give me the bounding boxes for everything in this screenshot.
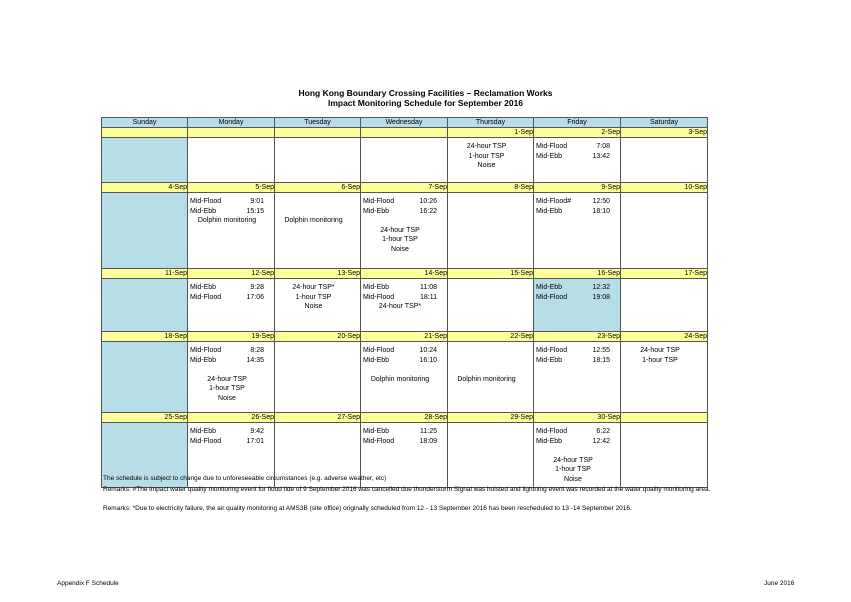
day-cell	[275, 342, 361, 413]
day-cell	[534, 423, 621, 488]
day-cell	[621, 423, 708, 488]
day-cell	[188, 342, 275, 413]
day-cell	[448, 138, 534, 183]
monitoring-item: 1-hour TSP	[382, 236, 418, 244]
weekday-header: Sunday	[102, 118, 188, 128]
monitoring-item: 1-hour TSP	[642, 356, 678, 364]
date-cell: 9-Sep	[534, 183, 621, 193]
date-cell: 27-Sep	[275, 413, 361, 423]
tide-time: 16:10	[419, 356, 437, 364]
tide-time: 12:42	[592, 437, 610, 445]
weekday-header: Tuesday	[275, 118, 361, 128]
tide-label: Mid-Flood	[536, 347, 568, 354]
date-cell: 3-Sep	[621, 128, 708, 138]
tide-time: 12:55	[592, 347, 610, 354]
monitoring-item: Noise	[218, 394, 236, 402]
tide-label: Mid-Ebb	[536, 152, 563, 160]
tide-item	[536, 293, 610, 303]
date-cell	[361, 128, 448, 138]
date-cell: 19-Sep	[188, 332, 275, 342]
tide-label: Mid-Flood	[190, 347, 222, 354]
date-cell: 26-Sep	[188, 413, 275, 423]
tide-label: Mid-Flood#	[536, 198, 572, 205]
monitoring-item: 1-hour TSP	[209, 385, 245, 393]
spacer	[277, 207, 350, 217]
day-cell	[275, 193, 361, 269]
tide-item	[363, 293, 437, 303]
weekday-header-row	[102, 118, 708, 128]
tide-item	[536, 142, 610, 152]
date-row	[102, 128, 708, 138]
date-cell: 10-Sep	[621, 183, 708, 193]
day-cell	[534, 342, 621, 413]
date-cell: 20-Sep	[275, 332, 361, 342]
tide-label: Mid-Flood	[363, 198, 395, 205]
spacer	[450, 356, 523, 366]
tide-time: 12:50	[592, 198, 610, 205]
tide-item	[363, 427, 437, 437]
tide-label: Mid-Flood	[363, 293, 395, 301]
tide-time: 18:10	[592, 207, 610, 215]
tide-label: Mid-Flood	[190, 293, 222, 301]
day-cell	[102, 279, 188, 332]
day-cell	[102, 193, 188, 269]
tide-time: 19:08	[592, 293, 610, 301]
day-cell	[275, 138, 361, 183]
tide-label: Mid-Ebb	[190, 207, 217, 215]
date-cell: 15-Sep	[448, 269, 534, 279]
day-cell	[448, 279, 534, 332]
document-title: Hong Kong Boundary Crossing Facilities – Reclamation Works	[298, 88, 553, 98]
tide-time: 18:15	[592, 356, 610, 364]
tide-time: 7:08	[596, 143, 610, 150]
day-cell	[361, 342, 448, 413]
tide-item	[363, 346, 437, 356]
date-cell	[188, 128, 275, 138]
day-cell	[621, 279, 708, 332]
date-cell: 28-Sep	[361, 413, 448, 423]
tide-time: 15:15	[246, 207, 264, 215]
tide-label: Mid-Ebb	[363, 284, 390, 291]
date-cell: 23-Sep	[534, 332, 621, 342]
date-row	[102, 269, 708, 279]
tide-time: 16:22	[419, 207, 437, 215]
day-cell	[188, 138, 275, 183]
monitoring-item: Dolphin monitoring	[197, 217, 257, 225]
day-cell	[102, 342, 188, 413]
footer-right: June 2016	[764, 580, 795, 587]
day-cell	[188, 193, 275, 269]
date-cell: 8-Sep	[448, 183, 534, 193]
date-cell: 4-Sep	[102, 183, 188, 193]
event-row	[102, 193, 708, 269]
date-cell: 22-Sep	[448, 332, 534, 342]
spacer	[450, 346, 523, 356]
date-row	[102, 183, 708, 193]
tide-item	[536, 283, 610, 293]
tide-time: 8:28	[250, 347, 264, 354]
tide-item	[190, 437, 264, 447]
tide-label: Mid-Ebb	[363, 207, 390, 215]
date-cell: 12-Sep	[188, 269, 275, 279]
monitoring-item: Dolphin monitoring	[370, 375, 430, 383]
tide-label: Mid-Flood	[536, 293, 568, 301]
tide-time: 17:01	[246, 437, 264, 445]
tide-time: 6:22	[596, 428, 610, 435]
spacer	[536, 446, 610, 456]
tide-time: 14:35	[246, 356, 264, 364]
day-cell	[361, 193, 448, 269]
tide-label: Mid-Ebb	[536, 437, 563, 445]
tide-item	[363, 207, 437, 217]
monitoring-item: 24-hour TSP*	[292, 284, 335, 291]
tide-item	[536, 207, 610, 217]
tide-item	[536, 346, 610, 356]
remark-asterisk: Remarks: *Due to electricity failure, the air quality monitoring at AMS3B (site office) originally scheduled from 12 - 13 September 2016 has been rescheduled to 13 -14 September 2016.	[103, 505, 632, 512]
tide-time: 10:26	[419, 198, 437, 205]
monitoring-item: Noise	[304, 303, 323, 311]
monitoring-item: 24-hour TSP*	[378, 303, 422, 311]
day-cell	[534, 279, 621, 332]
tide-label: Mid-Ebb	[190, 284, 217, 291]
tide-item	[190, 207, 264, 217]
event-row	[102, 138, 708, 183]
date-cell: 7-Sep	[361, 183, 448, 193]
date-cell: 30-Sep	[534, 413, 621, 423]
tide-item	[536, 437, 610, 447]
document-subtitle: Impact Monitoring Schedule for September 2016	[327, 98, 524, 108]
tide-time: 18:09	[419, 437, 437, 445]
day-cell	[534, 138, 621, 183]
date-cell: 21-Sep	[361, 332, 448, 342]
tide-item	[190, 356, 264, 366]
monitoring-item: Dolphin monitoring	[457, 375, 516, 383]
day-cell	[621, 193, 708, 269]
day-cell	[448, 423, 534, 488]
date-cell: 24-Sep	[621, 332, 708, 342]
weekday-header: Wednesday	[361, 118, 448, 128]
tide-time: 17:06	[246, 293, 264, 301]
day-cell	[361, 138, 448, 183]
tide-item	[363, 437, 437, 447]
day-cell	[621, 138, 708, 183]
date-cell: 17-Sep	[621, 269, 708, 279]
tide-time: 9:28	[250, 284, 264, 291]
schedule-note: The schedule is subject to change due to unforeseeable circumstances (e.g. adverse weather, etc)	[103, 475, 387, 482]
monitoring-item: Noise	[477, 162, 496, 170]
tide-label: Mid-Ebb	[190, 356, 217, 364]
tide-item	[363, 356, 437, 366]
monitoring-item: 24-hour TSP	[380, 226, 420, 234]
tide-label: Mid-Flood	[536, 143, 568, 150]
day-cell	[448, 193, 534, 269]
day-cell	[275, 279, 361, 332]
tide-time: 11:08	[420, 284, 437, 291]
date-row	[102, 413, 708, 423]
event-row	[102, 279, 708, 332]
date-cell: 14-Sep	[361, 269, 448, 279]
tide-label: Mid-Ebb	[536, 284, 563, 291]
tide-time: 11:25	[420, 428, 437, 435]
date-cell	[102, 128, 188, 138]
spacer	[363, 216, 437, 226]
tide-item	[190, 197, 264, 207]
schedule-calendar	[101, 117, 708, 488]
date-cell: 18-Sep	[102, 332, 188, 342]
tide-label: Mid-Ebb	[536, 356, 563, 364]
tide-time: 9:01	[250, 198, 264, 205]
tide-label: Mid-Ebb	[363, 356, 390, 364]
date-row	[102, 332, 708, 342]
weekday-header: Monday	[188, 118, 275, 128]
monitoring-item: 24-hour TSP	[553, 456, 593, 464]
tide-label: Mid-Ebb	[536, 207, 563, 215]
weekday-header: Saturday	[621, 118, 708, 128]
tide-time: 13:42	[592, 152, 610, 160]
tide-item	[536, 427, 610, 437]
tide-label: Mid-Flood	[190, 198, 222, 205]
footer-left: Appendix F Schedule	[57, 580, 119, 587]
monitoring-item: Noise	[391, 245, 409, 253]
day-cell	[188, 279, 275, 332]
monitoring-item: 24-hour TSP	[640, 347, 680, 354]
tide-label: Mid-Ebb	[363, 428, 390, 435]
date-cell: 13-Sep	[275, 269, 361, 279]
date-cell: 2-Sep	[534, 128, 621, 138]
monitoring-item: Noise	[564, 475, 582, 483]
remark-hash: Remarks: #The impact water quality monitoring event for flood tide of 9 September 2016 was cancelled due thunderstorm Signal was hoisted and lightning event was recorded at the water quality monitoring area.	[103, 486, 711, 493]
spacer	[363, 365, 437, 375]
tide-time: 18:11	[420, 293, 437, 301]
day-cell	[534, 193, 621, 269]
weekday-header: Friday	[534, 118, 621, 128]
date-cell	[275, 128, 361, 138]
date-cell: 6-Sep	[275, 183, 361, 193]
date-cell: 29-Sep	[448, 413, 534, 423]
monitoring-item: 1-hour TSP	[468, 152, 505, 160]
day-cell	[102, 138, 188, 183]
tide-label: Mid-Flood	[363, 347, 395, 354]
day-cell	[361, 279, 448, 332]
day-cell	[448, 342, 534, 413]
weekday-header: Thursday	[448, 118, 534, 128]
monitoring-item: 24-hour TSP	[207, 375, 247, 383]
spacer	[277, 197, 350, 207]
tide-label: Mid-Flood	[363, 437, 395, 445]
spacer	[450, 365, 523, 375]
day-cell	[621, 342, 708, 413]
spacer	[190, 365, 264, 375]
tide-item	[536, 197, 610, 207]
date-cell: 1-Sep	[448, 128, 534, 138]
date-cell	[621, 413, 708, 423]
tide-label: Mid-Flood	[190, 437, 222, 445]
tide-item	[536, 152, 610, 162]
date-cell: 11-Sep	[102, 269, 188, 279]
tide-time: 12:32	[592, 284, 610, 291]
tide-item	[536, 356, 610, 366]
monitoring-item: Dolphin monitoring	[284, 217, 343, 225]
tide-item	[363, 197, 437, 207]
tide-label: Mid-Ebb	[190, 428, 217, 435]
event-row	[102, 342, 708, 413]
date-cell: 25-Sep	[102, 413, 188, 423]
tide-item	[190, 427, 264, 437]
monitoring-item: 1-hour TSP	[555, 466, 591, 474]
monitoring-item: 24-hour TSP	[466, 143, 507, 150]
tide-item	[363, 283, 437, 293]
tide-time: 10:24	[419, 347, 437, 354]
tide-item	[190, 346, 264, 356]
tide-label: Mid-Flood	[536, 428, 568, 435]
monitoring-item: 1-hour TSP	[295, 293, 332, 301]
date-cell: 16-Sep	[534, 269, 621, 279]
tide-item	[190, 283, 264, 293]
date-cell: 5-Sep	[188, 183, 275, 193]
tide-item	[190, 293, 264, 303]
tide-time: 9:42	[250, 428, 264, 435]
